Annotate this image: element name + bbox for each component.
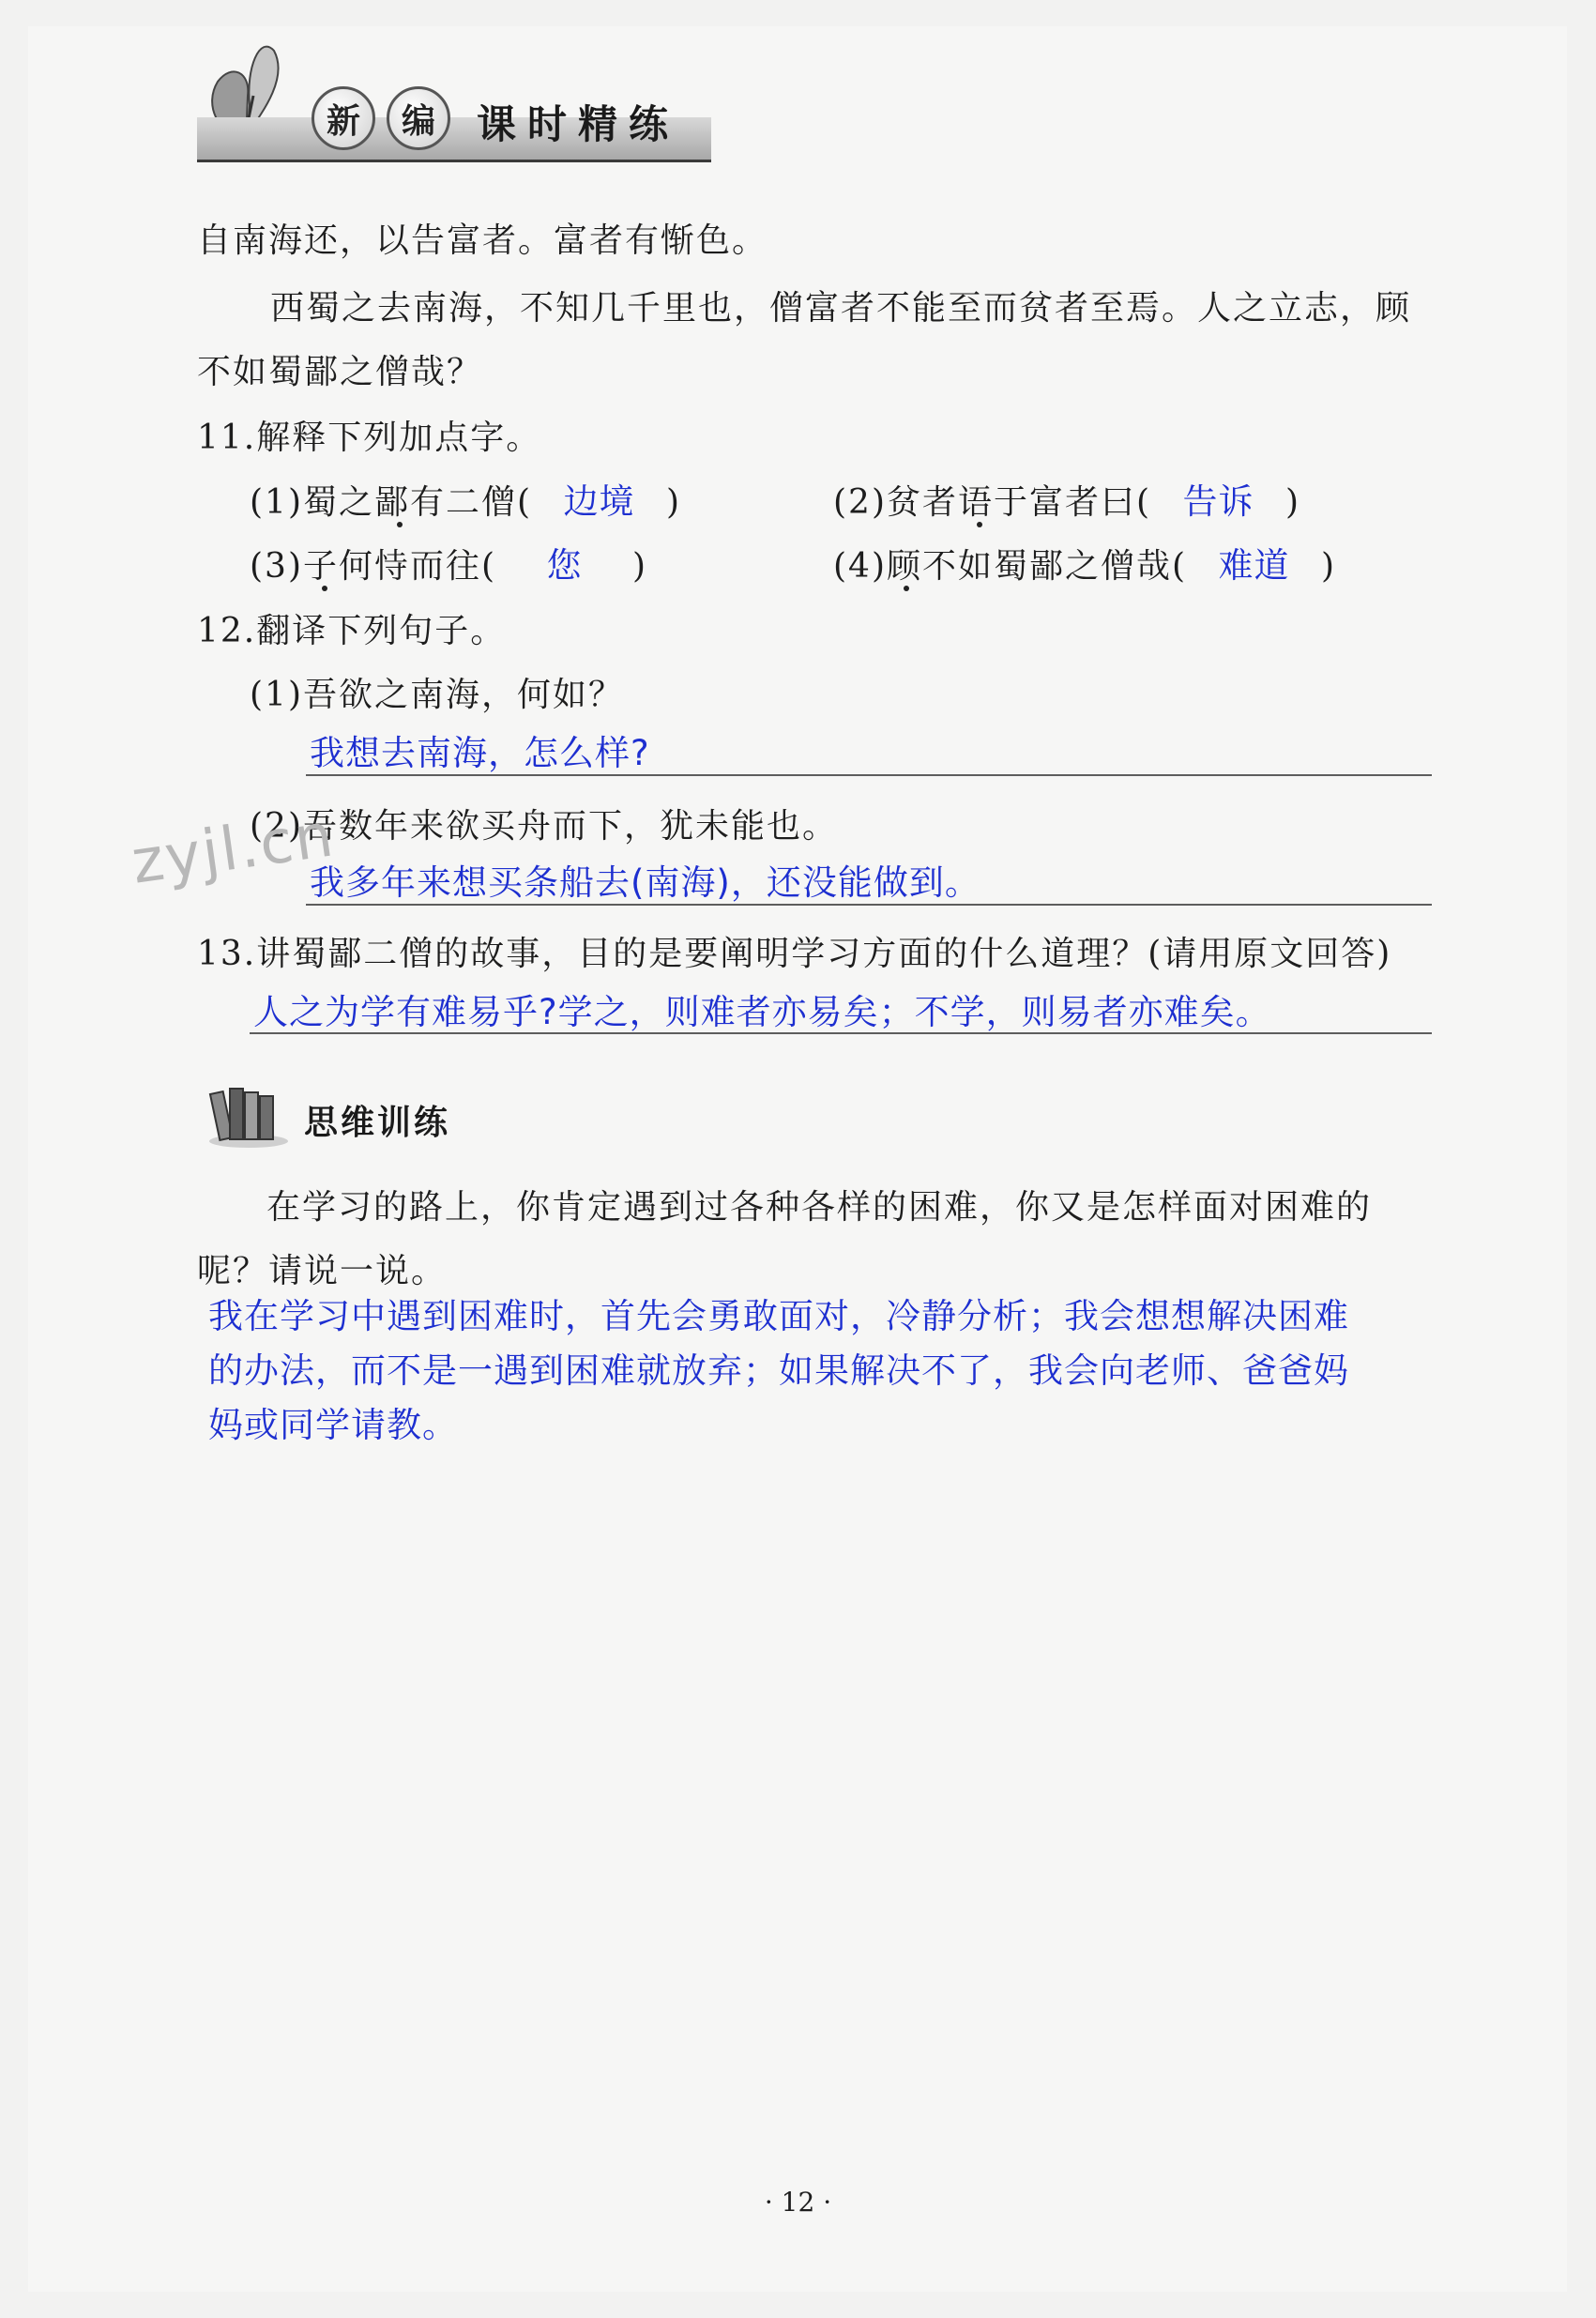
- q11-item-2-suffix: ): [1284, 483, 1300, 522]
- answer-line: [306, 904, 1432, 906]
- q11-item-2: [833, 473, 1300, 524]
- q12-answer-1: 我想去南海，怎么样?: [310, 733, 650, 773]
- q11-item-2-answer: 告诉: [1182, 481, 1254, 522]
- thinking-answer-line-1: 我在学习中遇到困难时，首先会勇敢面对，冷静分析；我会想想解决困难: [208, 1296, 1349, 1336]
- page-number: · 12 ·: [764, 2187, 832, 2218]
- q11-item-4-prefix: (4)顾不如蜀鄙之僧哉(: [833, 547, 1188, 586]
- q11-item-3: [250, 537, 647, 587]
- q11-stem: 11.解释下列加点字。: [197, 419, 542, 457]
- q11-item-1: [250, 473, 681, 524]
- q11-item-1-suffix: ): [665, 483, 681, 522]
- passage-line-2: 西蜀之去南海，不知几千里也，僧富者不能至而贫者至焉。人之立志，顾: [270, 289, 1412, 328]
- q12-sentence-1: (1)吾欲之南海，何如？: [250, 676, 624, 714]
- q12-answer-2: 我多年来想买条船去(南海)，还没能做到。: [310, 862, 980, 903]
- header-title: 课时精练: [477, 101, 680, 147]
- thinking-answer-line-3: 妈或同学请教。: [208, 1405, 458, 1445]
- q13-stem: 13.讲蜀鄙二僧的故事，目的是要阐明学习方面的什么道理？(请用原文回答): [197, 935, 1392, 973]
- q11-item-1-prefix: (1)蜀之鄙有二僧(: [250, 483, 533, 522]
- header-underline: [197, 160, 711, 162]
- books-icon: [202, 1079, 291, 1150]
- q11-item-2-prefix: (2)贫者语于富者曰(: [833, 483, 1152, 522]
- q12-stem: 12.翻译下列句子。: [197, 612, 507, 650]
- header-badge-left: 新: [312, 86, 375, 150]
- q11-item-1-answer: 边境: [563, 481, 635, 522]
- q11-item-3-suffix: ): [631, 547, 647, 586]
- q11-item-4: [833, 537, 1336, 587]
- thinking-answer-line-2: 的办法，而不是一遇到困难就放弃；如果解决不了，我会向老师、爸爸妈: [208, 1350, 1349, 1391]
- emphasis-dot: [397, 522, 403, 527]
- q11-item-3-prefix: (3)子何恃而往(: [250, 547, 497, 586]
- watermark: zyjl.cn: [127, 801, 340, 898]
- q13-answer: 人之为学有难易乎?学之，则难者亦易矣；不学，则易者亦难矣。: [253, 992, 1271, 1032]
- q11-item-4-answer: 难道: [1218, 545, 1290, 586]
- answer-line: [250, 1032, 1432, 1034]
- q12-sentence-2: (2)吾数年来欲买舟而下，犹未能也。: [250, 807, 838, 846]
- q11-item-3-answer: 您: [546, 545, 583, 586]
- q11-item-4-suffix: ): [1320, 547, 1336, 586]
- thinking-prompt-line-1: 在学习的路上，你肯定遇到过各种各样的困难，你又是怎样面对困难的: [266, 1188, 1373, 1227]
- section-title: 思维训练: [304, 1104, 451, 1142]
- passage-line-3: 不如蜀鄙之僧哉？: [197, 353, 483, 391]
- emphasis-dot: [322, 586, 327, 591]
- passage-line-1: 自南海还，以告富者。富者有惭色。: [197, 221, 768, 260]
- emphasis-dot: [904, 586, 909, 591]
- header-badge-right: 编: [387, 86, 450, 150]
- emphasis-dot: [977, 522, 982, 527]
- answer-line: [306, 774, 1432, 776]
- thinking-prompt-line-2: 呢？请说一说。: [197, 1252, 448, 1290]
